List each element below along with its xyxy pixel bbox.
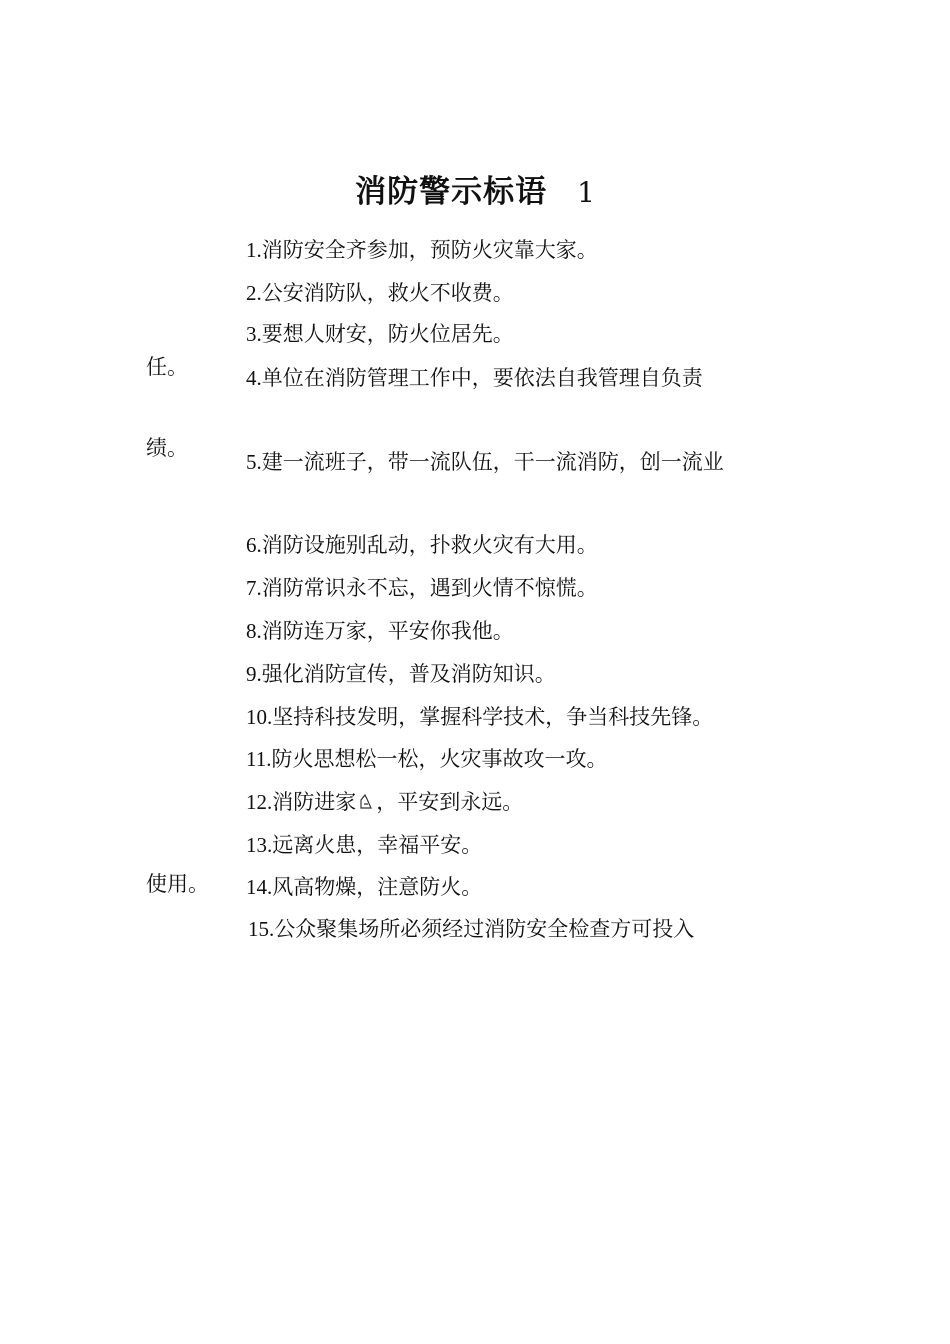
item-number: 9. xyxy=(246,662,262,686)
item-text: 风高物燥，注意防火。 xyxy=(272,875,483,899)
slogan-item xyxy=(246,279,514,307)
wrapped-text: 任。 xyxy=(146,355,188,379)
slogan-item xyxy=(246,236,598,264)
item-text: 公安消防队，救火不收费。 xyxy=(261,281,514,305)
item-text: 建一流班子，带一流队伍，干一流消防，创一流业 xyxy=(261,450,724,474)
slogan-item xyxy=(246,320,514,348)
slogan-item xyxy=(246,574,598,602)
slogan-item xyxy=(246,448,724,476)
wrapped-text: 绩。 xyxy=(146,436,188,460)
item-text: 消防安全齐参加，预防火灾靠大家。 xyxy=(261,238,598,262)
item-text: 单位在消防管理工作中，要依法自我管理自负责 xyxy=(261,366,703,390)
item-text: 消防设施别乱动，扑救火灾有大用。 xyxy=(261,533,598,557)
garbled-glyph-icon xyxy=(356,790,376,810)
slogan-item xyxy=(246,531,598,559)
slogan-item xyxy=(246,745,607,773)
item-text: 坚持科技发明，掌握科学技术，争当科技先锋。 xyxy=(272,705,714,729)
item-number: 10. xyxy=(246,705,273,729)
item-number: 15. xyxy=(248,917,275,941)
item-text: 消防连万家，平安你我他。 xyxy=(261,619,514,643)
item-number: 1. xyxy=(246,238,262,262)
title-number: 1 xyxy=(577,176,595,209)
slogan-item xyxy=(246,788,523,816)
item-number: 11. xyxy=(246,747,272,771)
item-number: 7. xyxy=(246,576,262,600)
item-number: 4. xyxy=(246,366,262,390)
item-text: 要想人财安，防火位居先。 xyxy=(261,322,514,346)
item-text-continued: ，平安到永远。 xyxy=(376,790,524,814)
item-number: 8. xyxy=(246,619,262,643)
slogan-item xyxy=(246,364,703,392)
item-text: 强化消防宣传，普及消防知识。 xyxy=(261,662,556,686)
item-number: 14. xyxy=(246,875,273,899)
slogan-item xyxy=(248,915,694,943)
item-text: 公众聚集场所必须经过消防安全检查方可投入 xyxy=(274,917,695,941)
slogan-item xyxy=(246,703,713,731)
item-text: 消防进家 xyxy=(272,790,357,814)
item-number: 3. xyxy=(246,322,262,346)
wrapped-text: 使用。 xyxy=(146,872,209,896)
item-number: 2. xyxy=(246,281,262,305)
slogan-item xyxy=(246,660,556,688)
slogan-item xyxy=(246,831,482,859)
item-number: 13. xyxy=(246,833,273,857)
item-number: 12. xyxy=(246,790,273,814)
item-text: 防火思想松一松，火灾事故攻一攻。 xyxy=(271,747,608,771)
title-row xyxy=(0,166,950,211)
slogan-item xyxy=(246,873,482,901)
item-text: 远离火患，幸福平安。 xyxy=(272,833,483,857)
slogan-item xyxy=(246,617,514,645)
page-title: 消防警示标语 xyxy=(355,174,548,210)
item-text: 消防常识永不忘，遇到火情不惊慌。 xyxy=(261,576,598,600)
item-number: 6. xyxy=(246,533,262,557)
item-number: 5. xyxy=(246,450,262,474)
